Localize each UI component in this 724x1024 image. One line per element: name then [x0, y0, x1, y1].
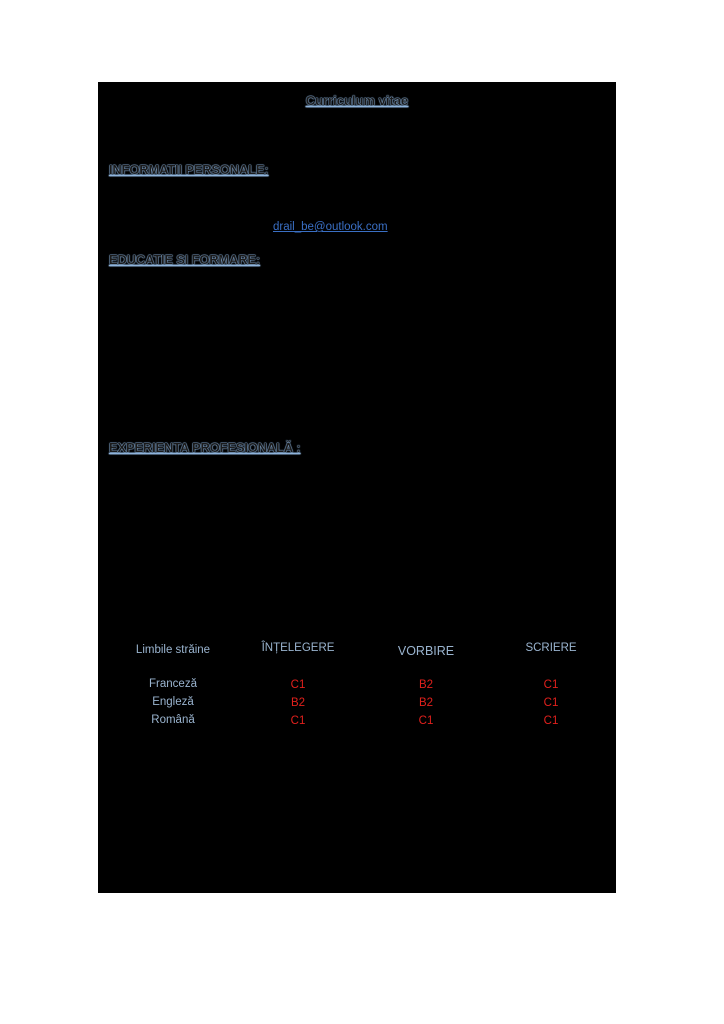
level-writing: C1 [543, 679, 559, 691]
column-header-language: Limbile străine [135, 644, 211, 656]
section-heading-experience: EXPERIENTA PROFESIONALĂ : [109, 440, 301, 455]
level-writing: C1 [543, 715, 559, 727]
column-header-understanding: ÎNȚELEGERE [261, 642, 335, 654]
section-heading-personal-info: INFORMATII PERSONALE: [109, 162, 269, 177]
language-name: Engleză [152, 696, 194, 708]
email-link[interactable]: drail_be@outlook.com [273, 221, 388, 233]
level-understanding: C1 [290, 715, 306, 727]
level-speaking: B2 [418, 679, 434, 691]
level-speaking: B2 [418, 697, 434, 709]
language-name: Română [151, 714, 195, 726]
section-heading-education: EDUCATIE SI FORMARE: [109, 252, 261, 267]
column-header-writing: SCRIERE [525, 642, 577, 654]
level-understanding: C1 [290, 679, 306, 691]
document-title: Curriculum vitae [305, 93, 409, 108]
cv-document [98, 82, 616, 893]
language-name: Franceză [149, 678, 197, 690]
level-understanding: B2 [290, 697, 306, 709]
level-speaking: C1 [418, 715, 434, 727]
column-header-speaking: VORBIRE [397, 644, 455, 658]
level-writing: C1 [543, 697, 559, 709]
